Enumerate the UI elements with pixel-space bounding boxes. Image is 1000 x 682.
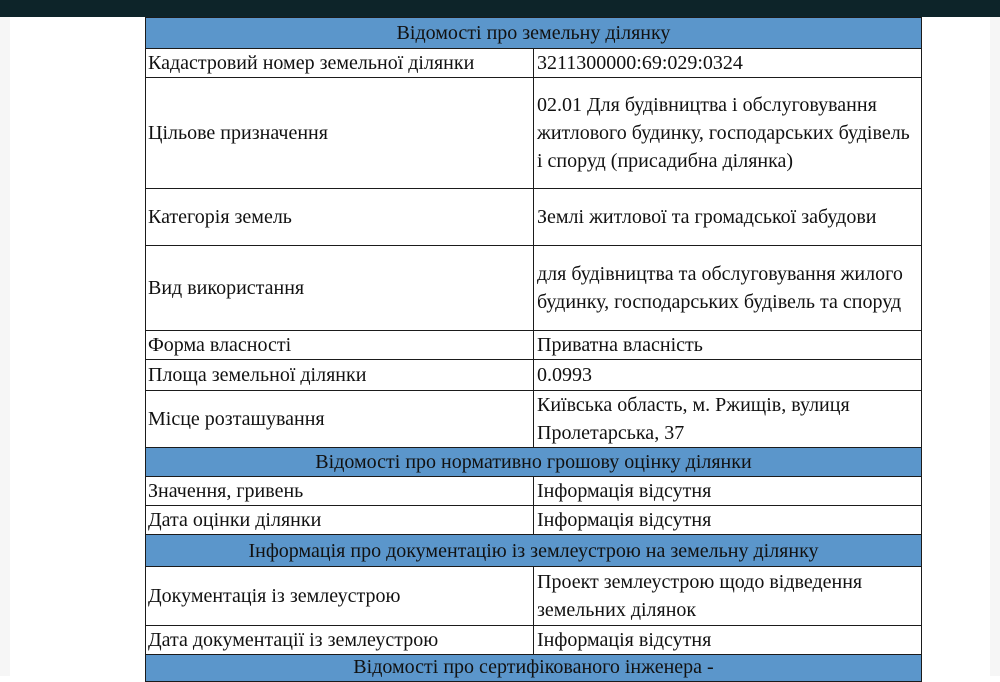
table-row — [146, 626, 922, 655]
row-value: Інформація відсутня — [534, 626, 922, 655]
row-label: Форма власності — [146, 331, 534, 360]
section-header-documentation: Інформація про документацію із землеустрою на земельну ділянку — [146, 535, 922, 567]
row-value: Інформація відсутня — [534, 477, 922, 506]
section-header-row — [146, 18, 922, 49]
row-value: для будівництва та обслуговування жилого будинку, господарських будівель та споруд — [534, 246, 922, 331]
row-label: Категорія земель — [146, 189, 534, 246]
row-label: Місце розташування — [146, 391, 534, 448]
right-page-edge — [990, 17, 1000, 676]
table-row — [146, 360, 922, 391]
table-row — [146, 78, 922, 189]
row-value: 3211300000:69:029:0324 — [534, 49, 922, 78]
row-value: 0.0993 — [534, 360, 922, 391]
row-label: Кадастровий номер земельної ділянки — [146, 49, 534, 78]
table-row — [146, 506, 922, 535]
table-row — [146, 49, 922, 78]
row-value: Інформація відсутня — [534, 506, 922, 535]
section-header-row — [146, 535, 922, 567]
row-label: Дата оцінки ділянки — [146, 506, 534, 535]
row-value: Землі житлової та громадської забудови — [534, 189, 922, 246]
row-label: Вид використання — [146, 246, 534, 331]
table-row — [146, 391, 922, 448]
land-parcel-info-table — [145, 17, 922, 682]
section-header-valuation: Відомості про нормативно грошову оцінку ділянки — [146, 448, 922, 477]
top-dark-bar — [0, 0, 1000, 17]
left-page-edge — [0, 17, 10, 676]
table-row — [146, 189, 922, 246]
table-row — [146, 331, 922, 360]
section-header-row — [146, 448, 922, 477]
section-header-row — [146, 655, 922, 682]
row-value: Приватна власність — [534, 331, 922, 360]
section-header-engineer: Відомості про сертифікованого інженера - — [146, 655, 922, 682]
row-label: Дата документації із землеустрою — [146, 626, 534, 655]
row-value: Проект землеустрою щодо відведення земельних ділянок — [534, 567, 922, 626]
row-label: Значення, гривень — [146, 477, 534, 506]
row-value: 02.01 Для будівництва і обслуговування житлового будинку, господарських будівель і споруд (присадибна ділянка) — [534, 78, 922, 189]
row-value: Київська область, м. Ржищів, вулиця Пролетарська, 37 — [534, 391, 922, 448]
row-label: Площа земельної ділянки — [146, 360, 534, 391]
table-row — [146, 246, 922, 331]
table-row — [146, 477, 922, 506]
row-label: Документація із землеустрою — [146, 567, 534, 626]
row-label: Цільове призначення — [146, 78, 534, 189]
table-row — [146, 567, 922, 626]
section-header-land: Відомості про земельну ділянку — [146, 18, 922, 49]
